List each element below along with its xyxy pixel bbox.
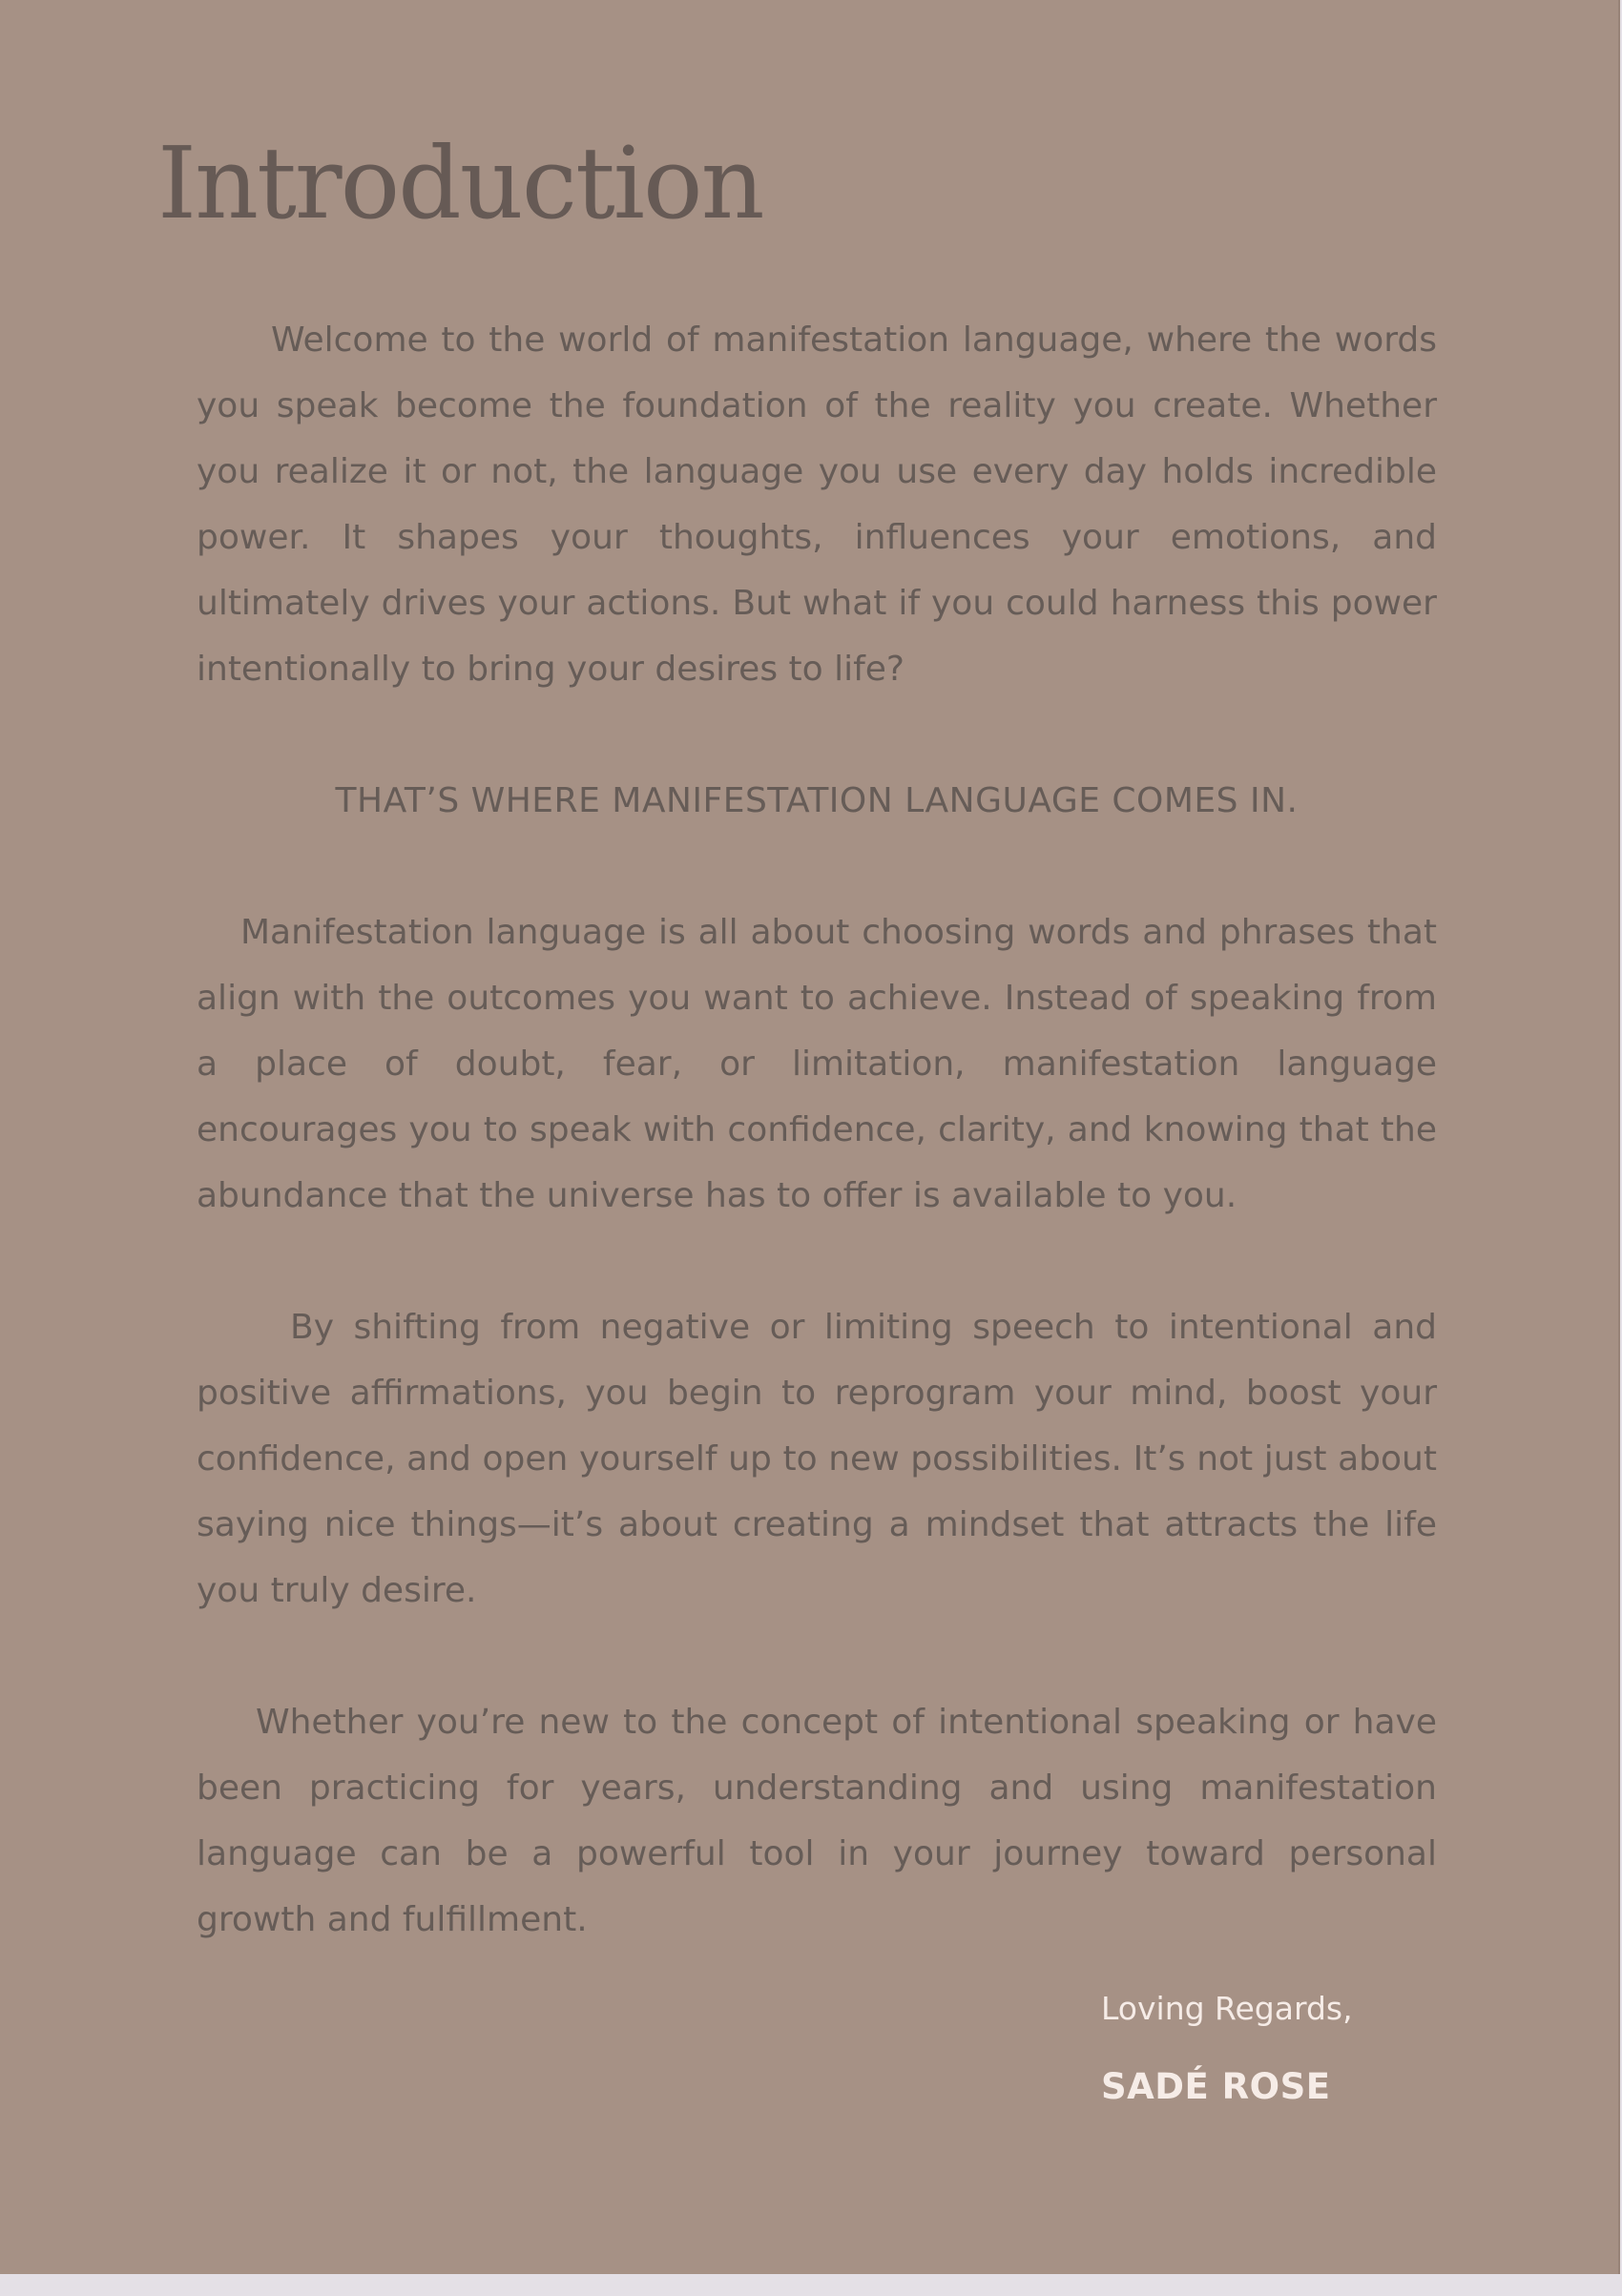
signoff [1101,1980,1353,2116]
body-paragraph-2: Manifestation language is all about choosing words and phrases that align with the outcomes you want to achieve. Instead of speaking from a place of doubt, fear, or limitation, manifestation language encourages you to speak with confidence, clarity, and knowing that the abundance that the universe has to offer is available to you. [197,913,1437,1215]
callout-heading: THAT’S WHERE MANIFESTATION LANGUAGE COMES IN. [335,781,1299,820]
author-name: SADÉ ROSE [1101,2066,1331,2107]
intro-paragraph: Welcome to the world of manifestation language, where the words you speak become the foundation of the reality you create. Whether you realize it or not, the language you use every day holds incredible power. It shapes your thoughts, influences your emotions, and ultimately drives your actions. But what if you could harness this power intentionally to bring your desires to life? [197,321,1437,689]
body-paragraph-4: Whether you’re new to the concept of intentional speaking or have been practicing for years, understanding and using manifestation language can be a powerful tool in your journey toward personal growth and fulfillment. [197,1703,1437,1939]
page-bottom-edge [0,2274,1622,2296]
closing-text: Loving Regards, [1101,1990,1353,2027]
page-title: Introduction [157,125,763,241]
body-paragraph-3: By shifting from negative or limiting speech to intentional and positive affirmations, you begin to reprogram your mind, boost your confidence, and open yourself up to new possibilities. It’s not just about saying nice things—it’s about creating a mindset that attracts the life you truly desire. [197,1308,1437,1610]
body-content [197,307,1437,1953]
